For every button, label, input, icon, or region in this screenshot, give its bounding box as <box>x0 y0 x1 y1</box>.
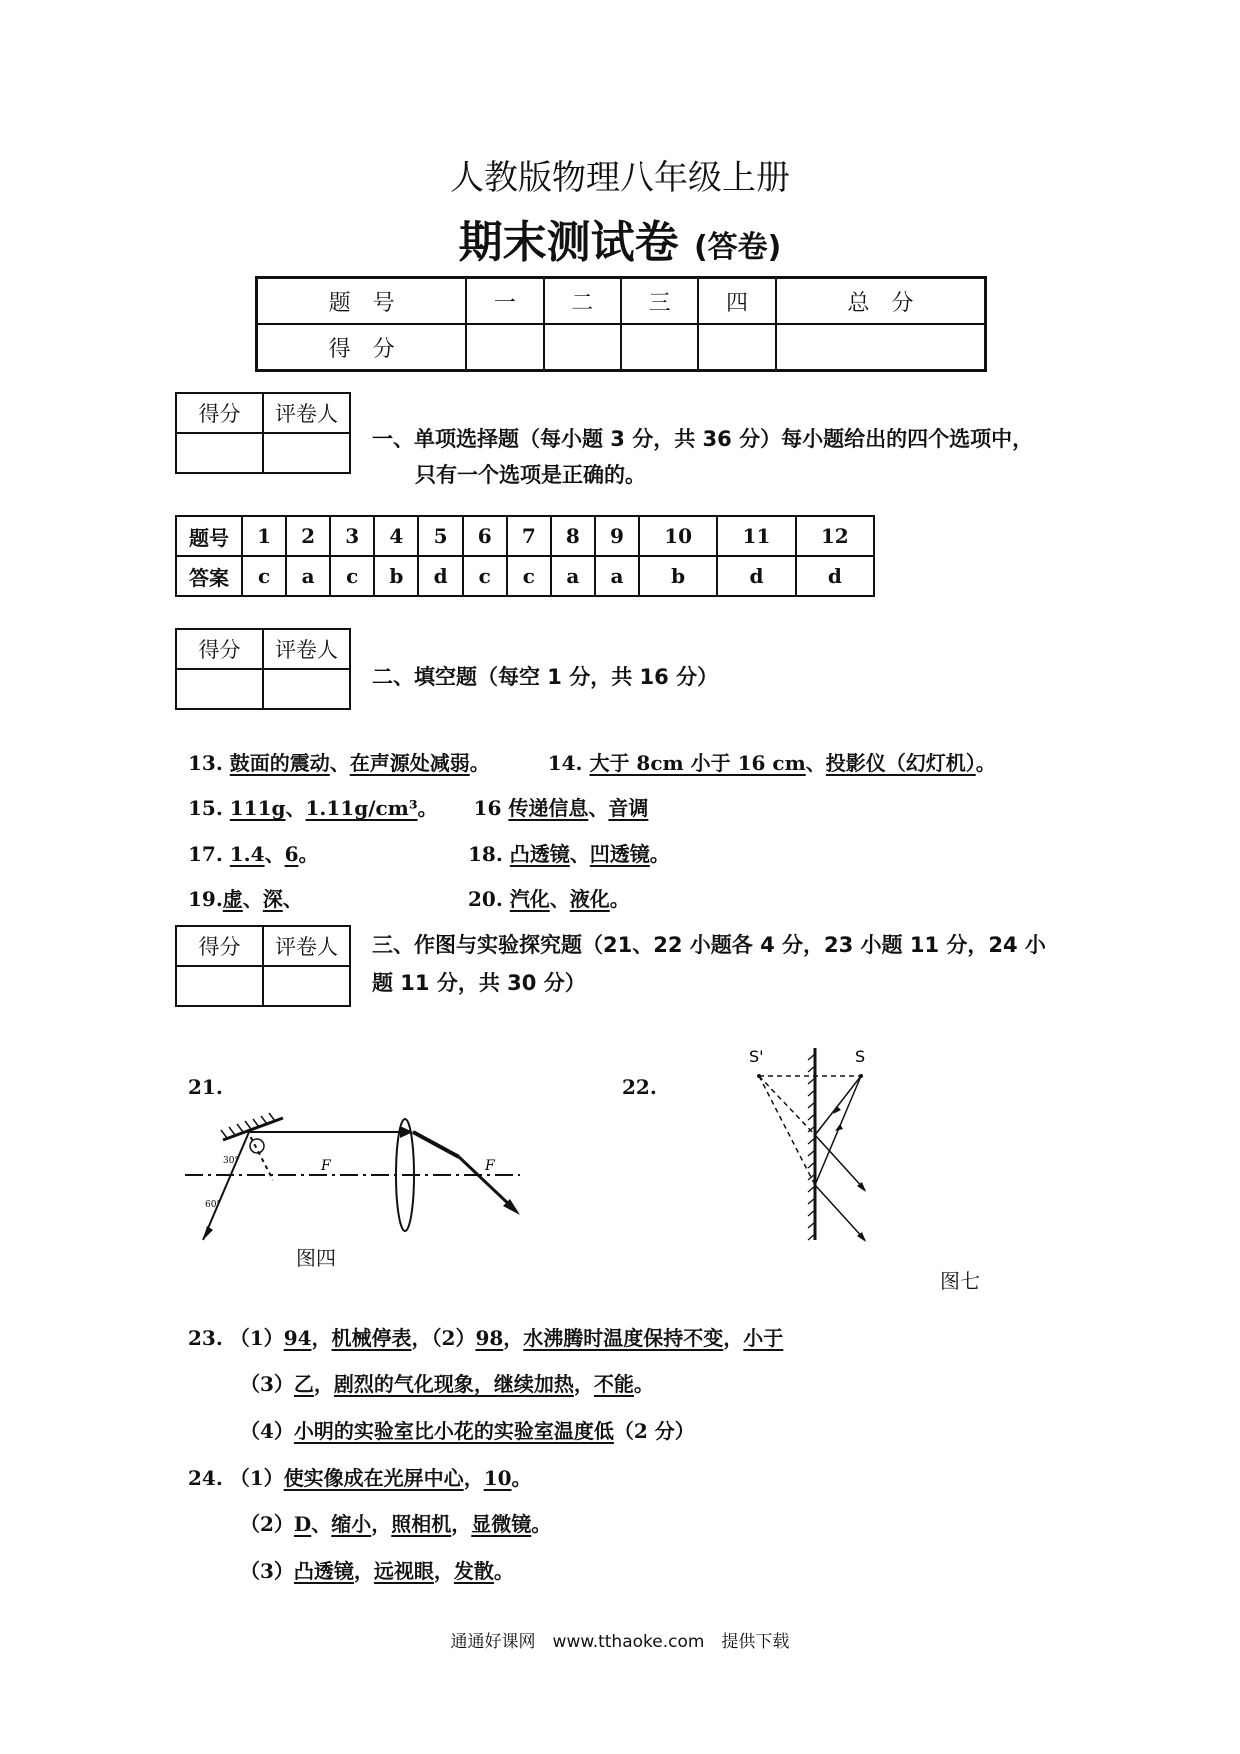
exam-title-main: 期末测试卷 <box>458 217 679 268</box>
score-header-cell: 一 <box>466 278 543 325</box>
score-row-label: 得 分 <box>257 324 467 371</box>
virtual-ray-1 <box>759 1076 815 1135</box>
answer-line-q23-1: 23. （1）94，机械停表，（2）98，水沸腾时温度保持不变，小于 <box>188 1326 784 1350</box>
grader-reviewer-label: 评卷人 <box>263 926 350 966</box>
section3-heading-line2: 题 11 分，共 30 分） <box>372 971 586 995</box>
answer-blank: 照相机 <box>391 1512 452 1536</box>
answer-blank: 10 <box>483 1466 512 1490</box>
part-label: （4） <box>240 1419 294 1443</box>
mcq-number: 4 <box>374 516 418 556</box>
grader-reviewer-cell[interactable] <box>263 966 350 1006</box>
angle-label-30: 30° <box>223 1156 239 1166</box>
score-cell[interactable] <box>698 324 775 371</box>
score-cell[interactable] <box>466 324 543 371</box>
question-number: 23. <box>188 1326 223 1350</box>
part-label: （1） <box>229 1466 284 1490</box>
answer-blank: 音调 <box>608 796 649 820</box>
answer-line-q23-4 <box>240 1415 695 1444</box>
grader-box-3 <box>175 925 351 1007</box>
answer-blank: 虚 <box>222 887 243 911</box>
answer-blank: 111g <box>229 796 286 820</box>
score-cell[interactable] <box>621 324 698 371</box>
image-point <box>757 1074 761 1078</box>
grader-score-label: 得分 <box>176 393 263 433</box>
reflected-ray-1 <box>815 1135 865 1190</box>
answer-blank: 大于 8cm 小于 16 cm <box>589 751 806 775</box>
answer-blank: 发散 <box>453 1559 494 1583</box>
answer-blank: 小明的实验室比小花的实验室温度低 <box>293 1419 614 1443</box>
mcq-answer: d <box>717 556 795 596</box>
grader-score-cell[interactable] <box>176 433 263 473</box>
answer-blank: 剧烈的气化现象，继续加热 <box>333 1372 574 1396</box>
angle-label-60: 60° <box>205 1200 221 1210</box>
mirror-normal <box>247 1130 273 1180</box>
mcq-answer: c <box>507 556 551 596</box>
virtual-ray-2 <box>759 1076 815 1185</box>
grader-box-1 <box>175 392 351 474</box>
mcq-answer-table <box>175 515 875 597</box>
answer-blank: 乙 <box>293 1372 314 1396</box>
answer-blank: 机械停表 <box>331 1326 412 1350</box>
answer-blank: 94 <box>283 1326 312 1350</box>
answer-blank: 传递信息 <box>508 796 589 820</box>
answer-blank: 鼓面的震动 <box>229 751 330 775</box>
answer-blank: 小于 <box>743 1326 784 1350</box>
answer-line-q24-3: （3）凸透镜，远视眼，发散。 <box>240 1559 514 1583</box>
question-number: 18. <box>468 842 503 866</box>
question-number: 15. <box>188 796 223 820</box>
part-label: （2） <box>240 1512 294 1536</box>
incident-arrowhead-2 <box>835 1124 843 1131</box>
mcq-answer-row <box>176 556 874 596</box>
mcq-answer: c <box>330 556 374 596</box>
mcq-number-label: 题号 <box>176 516 242 556</box>
score-summary-table <box>255 276 987 372</box>
score-header-cell: 三 <box>621 278 698 325</box>
mcq-answer: a <box>286 556 330 596</box>
mcq-answer-label: 答案 <box>176 556 242 596</box>
score-header-cell: 二 <box>544 278 621 325</box>
incident-ray-2 <box>815 1076 861 1185</box>
question-number: 19. <box>188 887 223 911</box>
mcq-number: 8 <box>551 516 595 556</box>
mcq-number: 7 <box>507 516 551 556</box>
mcq-number: 6 <box>463 516 507 556</box>
mcq-answer: a <box>595 556 639 596</box>
mcq-answer: a <box>551 556 595 596</box>
answer-blank: 水沸腾时温度保持不变 <box>523 1326 724 1350</box>
answer-blank: 汽化 <box>509 887 550 911</box>
answer-line-q20: 20. 汽化、液化。 <box>468 887 630 911</box>
answer-blank: 缩小 <box>331 1512 372 1536</box>
mcq-number: 3 <box>330 516 374 556</box>
part-label: （1） <box>229 1326 284 1350</box>
answer-blank: 凸透镜 <box>293 1559 354 1583</box>
mcq-number: 1 <box>242 516 286 556</box>
answer-line-q13-q14: 13. 鼓面的震动、在声源处减弱。 14. 大于 8cm 小于 16 cm、投影仪（幻灯机）。 <box>188 751 996 775</box>
page-title: 人教版物理八年级上册 <box>450 158 790 198</box>
footer-source: 通通好课网 www.tthaoke.com 提供下载 <box>450 1632 790 1652</box>
section3-heading: 三、作图与实验探究题（21、22 小题各 4 分，23 小题 11 分，24 小 <box>372 933 1046 957</box>
incident-ray <box>203 1132 249 1240</box>
mcq-number-row <box>176 516 874 556</box>
answer-line-q18: 18. 凸透镜、凹透镜。 <box>468 842 670 866</box>
grader-score-label: 得分 <box>176 926 263 966</box>
score-cell[interactable] <box>776 324 986 371</box>
answer-line-q24-1: 24. （1）使实像成在光屏中心，10。 <box>188 1466 532 1490</box>
answer-line-q23-3: （3）乙，剧烈的气化现象，继续加热，不能。 <box>240 1372 654 1396</box>
question-number: 16 <box>473 796 502 820</box>
answer-blank: 显微镜 <box>471 1512 532 1536</box>
part-label: （3） <box>240 1372 294 1396</box>
mcq-answer: c <box>463 556 507 596</box>
figure-7-caption: 图七 <box>940 1269 980 1293</box>
grader-score-cell[interactable] <box>176 669 263 709</box>
grader-score-cell[interactable] <box>176 966 263 1006</box>
answer-blank: D <box>293 1512 312 1536</box>
grader-reviewer-cell[interactable] <box>263 433 350 473</box>
answer-blank: 98 <box>475 1326 504 1350</box>
answer-blank: 1.11g/cm³ <box>305 796 418 820</box>
question-number: 24. <box>188 1466 223 1490</box>
answer-blank: 6 <box>284 842 299 866</box>
question-number: 14. <box>547 751 583 775</box>
answer-blank: 投影仪（幻灯机） <box>825 751 976 775</box>
section1-heading: 一、单项选择题（每小题 3 分，共 36 分）每小题给出的四个选项中， <box>372 427 1034 451</box>
mcq-number: 9 <box>595 516 639 556</box>
grader-reviewer-label: 评卷人 <box>263 629 350 669</box>
figure-4-diagram <box>185 1108 525 1243</box>
grader-box-2 <box>175 628 351 710</box>
refracted-ray-bold <box>413 1132 459 1157</box>
focal-point-label-right: F <box>485 1158 495 1174</box>
question-number: 20. <box>468 887 503 911</box>
image-point-label: S' <box>749 1047 764 1066</box>
section2-heading: 二、填空题（每空 1 分，共 16 分） <box>372 665 719 689</box>
object-point-label: S <box>855 1047 866 1066</box>
score-note: （2 分） <box>613 1419 695 1443</box>
mcq-answer: d <box>796 556 874 596</box>
mcq-answer: c <box>242 556 286 596</box>
mcq-answer: b <box>639 556 717 596</box>
mcq-number: 10 <box>639 516 717 556</box>
plane-mirror <box>223 1118 283 1140</box>
reflected-ray-2 <box>815 1185 865 1240</box>
question-number: 17. <box>188 842 223 866</box>
angle-marker <box>250 1139 264 1153</box>
score-cell[interactable] <box>544 324 621 371</box>
object-point <box>859 1074 863 1078</box>
figure-7-diagram <box>745 1040 880 1245</box>
question-number-22: 22. <box>622 1075 657 1099</box>
answer-blank: 凹透镜 <box>589 842 650 866</box>
answer-blank: 深 <box>262 887 283 911</box>
score-header-cell: 题 号 <box>257 278 467 325</box>
answer-blank: 在声源处减弱 <box>349 751 470 775</box>
grader-reviewer-label: 评卷人 <box>263 393 350 433</box>
mcq-answer: d <box>418 556 462 596</box>
score-header-cell: 四 <box>698 278 775 325</box>
answer-blank: 凸透镜 <box>509 842 570 866</box>
answer-line-q24-2: （2）D、缩小，照相机，显微镜。 <box>240 1512 552 1536</box>
grader-reviewer-cell[interactable] <box>263 669 350 709</box>
focal-point-label-left: F <box>321 1158 331 1174</box>
grader-score-label: 得分 <box>176 629 263 669</box>
question-number-21: 21. <box>188 1075 223 1099</box>
mcq-number: 5 <box>418 516 462 556</box>
section1-heading-line2: 只有一个选项是正确的。 <box>415 463 646 487</box>
score-header-cell: 总 分 <box>776 278 986 325</box>
answer-blank: 1.4 <box>229 842 265 866</box>
incident-arrowhead <box>203 1226 213 1240</box>
answer-blank: 液化 <box>569 887 610 911</box>
answer-line-q17: 17. 1.4、6。 <box>188 842 319 866</box>
mcq-number: 2 <box>286 516 330 556</box>
exam-title-note: (答卷) <box>693 230 782 265</box>
part-label: （3） <box>240 1559 294 1583</box>
question-number: 13. <box>188 751 223 775</box>
answer-blank: 远视眼 <box>373 1559 434 1583</box>
answer-blank: 不能 <box>593 1372 634 1396</box>
answer-line-q19: 19.虚、深、 <box>188 887 303 911</box>
part-label: （2） <box>431 1326 476 1350</box>
figure-4-caption: 图四 <box>296 1246 336 1270</box>
incident-ray-1 <box>815 1076 861 1135</box>
answer-blank: 使实像成在光屏中心 <box>283 1466 464 1490</box>
exam-title <box>0 206 1240 270</box>
mcq-number: 12 <box>796 516 874 556</box>
answer-line-q15-q16: 15. 111g、1.11g/cm³。 16 传递信息、音调 <box>188 796 649 820</box>
mcq-answer: b <box>374 556 418 596</box>
mcq-number: 11 <box>717 516 795 556</box>
